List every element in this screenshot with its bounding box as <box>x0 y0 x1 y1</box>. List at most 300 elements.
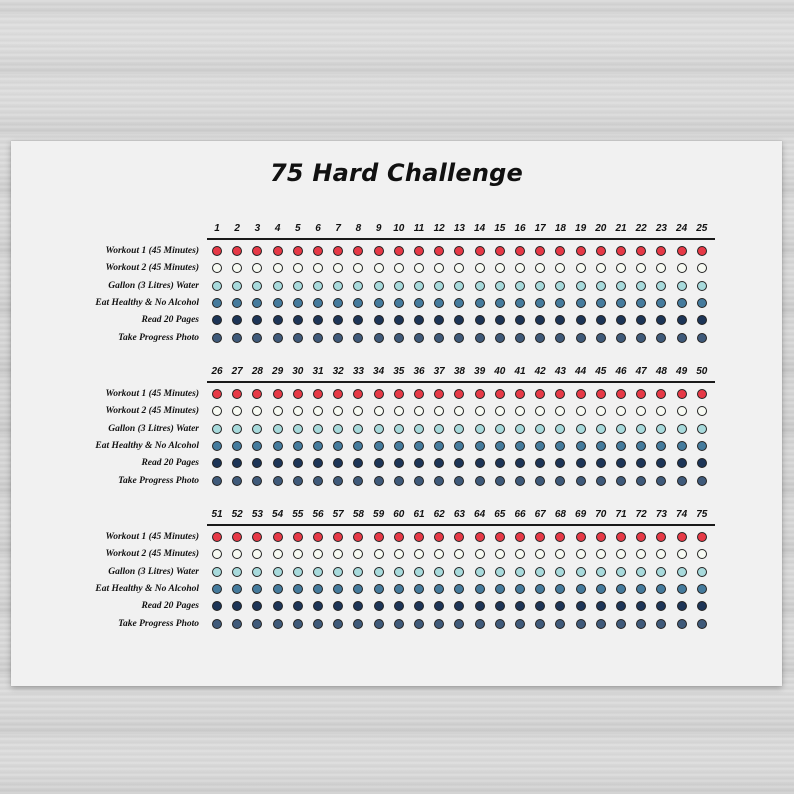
day-checkbox[interactable] <box>616 333 626 343</box>
day-checkbox[interactable] <box>636 333 646 343</box>
day-checkbox[interactable] <box>232 281 242 291</box>
day-checkbox[interactable] <box>576 441 586 451</box>
day-checkbox[interactable] <box>374 333 384 343</box>
day-checkbox[interactable] <box>576 263 586 273</box>
day-checkbox[interactable] <box>656 424 666 434</box>
day-checkbox[interactable] <box>394 263 404 273</box>
day-checkbox[interactable] <box>293 263 303 273</box>
day-checkbox[interactable] <box>333 246 343 256</box>
day-checkbox[interactable] <box>475 315 485 325</box>
day-checkbox[interactable] <box>232 441 242 451</box>
day-checkbox[interactable] <box>333 315 343 325</box>
day-checkbox[interactable] <box>535 281 545 291</box>
day-checkbox[interactable] <box>273 549 283 559</box>
day-checkbox[interactable] <box>434 567 444 577</box>
day-checkbox[interactable] <box>232 298 242 308</box>
day-checkbox[interactable] <box>475 619 485 629</box>
day-checkbox[interactable] <box>535 424 545 434</box>
day-checkbox[interactable] <box>333 298 343 308</box>
day-checkbox[interactable] <box>636 246 646 256</box>
day-checkbox[interactable] <box>515 584 525 594</box>
day-checkbox[interactable] <box>394 333 404 343</box>
day-checkbox[interactable] <box>596 619 606 629</box>
day-checkbox[interactable] <box>394 298 404 308</box>
day-checkbox[interactable] <box>252 601 262 611</box>
day-checkbox[interactable] <box>697 263 707 273</box>
day-checkbox[interactable] <box>475 333 485 343</box>
day-checkbox[interactable] <box>515 424 525 434</box>
day-checkbox[interactable] <box>596 315 606 325</box>
day-checkbox[interactable] <box>232 406 242 416</box>
day-checkbox[interactable] <box>353 424 363 434</box>
day-checkbox[interactable] <box>596 246 606 256</box>
day-checkbox[interactable] <box>596 532 606 542</box>
day-checkbox[interactable] <box>273 406 283 416</box>
day-checkbox[interactable] <box>293 441 303 451</box>
day-checkbox[interactable] <box>252 389 262 399</box>
day-checkbox[interactable] <box>232 619 242 629</box>
day-checkbox[interactable] <box>333 567 343 577</box>
day-checkbox[interactable] <box>677 441 687 451</box>
day-checkbox[interactable] <box>677 619 687 629</box>
day-checkbox[interactable] <box>656 584 666 594</box>
day-checkbox[interactable] <box>394 619 404 629</box>
day-checkbox[interactable] <box>576 619 586 629</box>
day-checkbox[interactable] <box>555 246 565 256</box>
day-checkbox[interactable] <box>414 584 424 594</box>
day-checkbox[interactable] <box>475 584 485 594</box>
day-checkbox[interactable] <box>636 406 646 416</box>
day-checkbox[interactable] <box>273 315 283 325</box>
day-checkbox[interactable] <box>394 246 404 256</box>
day-checkbox[interactable] <box>636 441 646 451</box>
day-checkbox[interactable] <box>313 315 323 325</box>
day-checkbox[interactable] <box>353 476 363 486</box>
day-checkbox[interactable] <box>616 263 626 273</box>
day-checkbox[interactable] <box>434 389 444 399</box>
day-checkbox[interactable] <box>414 315 424 325</box>
day-checkbox[interactable] <box>353 458 363 468</box>
day-checkbox[interactable] <box>535 532 545 542</box>
day-checkbox[interactable] <box>232 246 242 256</box>
day-checkbox[interactable] <box>697 246 707 256</box>
day-checkbox[interactable] <box>596 567 606 577</box>
day-checkbox[interactable] <box>596 298 606 308</box>
day-checkbox[interactable] <box>576 315 586 325</box>
day-checkbox[interactable] <box>555 424 565 434</box>
day-checkbox[interactable] <box>374 424 384 434</box>
day-checkbox[interactable] <box>656 601 666 611</box>
day-checkbox[interactable] <box>677 532 687 542</box>
day-checkbox[interactable] <box>313 458 323 468</box>
day-checkbox[interactable] <box>414 298 424 308</box>
day-checkbox[interactable] <box>616 298 626 308</box>
day-checkbox[interactable] <box>293 298 303 308</box>
day-checkbox[interactable] <box>475 458 485 468</box>
day-checkbox[interactable] <box>293 549 303 559</box>
day-checkbox[interactable] <box>677 315 687 325</box>
day-checkbox[interactable] <box>212 532 222 542</box>
day-checkbox[interactable] <box>535 406 545 416</box>
day-checkbox[interactable] <box>212 298 222 308</box>
day-checkbox[interactable] <box>576 458 586 468</box>
day-checkbox[interactable] <box>475 389 485 399</box>
day-checkbox[interactable] <box>333 406 343 416</box>
day-checkbox[interactable] <box>495 458 505 468</box>
day-checkbox[interactable] <box>656 549 666 559</box>
day-checkbox[interactable] <box>616 281 626 291</box>
day-checkbox[interactable] <box>394 389 404 399</box>
day-checkbox[interactable] <box>697 424 707 434</box>
day-checkbox[interactable] <box>232 458 242 468</box>
day-checkbox[interactable] <box>293 424 303 434</box>
day-checkbox[interactable] <box>313 389 323 399</box>
day-checkbox[interactable] <box>313 549 323 559</box>
day-checkbox[interactable] <box>697 619 707 629</box>
day-checkbox[interactable] <box>232 584 242 594</box>
day-checkbox[interactable] <box>353 246 363 256</box>
day-checkbox[interactable] <box>434 441 444 451</box>
day-checkbox[interactable] <box>374 532 384 542</box>
day-checkbox[interactable] <box>475 263 485 273</box>
day-checkbox[interactable] <box>293 458 303 468</box>
day-checkbox[interactable] <box>394 584 404 594</box>
day-checkbox[interactable] <box>273 567 283 577</box>
day-checkbox[interactable] <box>252 532 262 542</box>
day-checkbox[interactable] <box>212 549 222 559</box>
day-checkbox[interactable] <box>252 549 262 559</box>
day-checkbox[interactable] <box>212 567 222 577</box>
day-checkbox[interactable] <box>495 298 505 308</box>
day-checkbox[interactable] <box>212 601 222 611</box>
day-checkbox[interactable] <box>555 567 565 577</box>
day-checkbox[interactable] <box>353 389 363 399</box>
day-checkbox[interactable] <box>212 246 222 256</box>
day-checkbox[interactable] <box>596 601 606 611</box>
day-checkbox[interactable] <box>535 298 545 308</box>
day-checkbox[interactable] <box>515 246 525 256</box>
day-checkbox[interactable] <box>656 246 666 256</box>
day-checkbox[interactable] <box>333 333 343 343</box>
day-checkbox[interactable] <box>252 246 262 256</box>
day-checkbox[interactable] <box>333 441 343 451</box>
day-checkbox[interactable] <box>212 281 222 291</box>
day-checkbox[interactable] <box>273 246 283 256</box>
day-checkbox[interactable] <box>656 406 666 416</box>
day-checkbox[interactable] <box>273 601 283 611</box>
day-checkbox[interactable] <box>353 549 363 559</box>
day-checkbox[interactable] <box>475 298 485 308</box>
day-checkbox[interactable] <box>374 246 384 256</box>
day-checkbox[interactable] <box>616 389 626 399</box>
day-checkbox[interactable] <box>374 549 384 559</box>
day-checkbox[interactable] <box>293 567 303 577</box>
day-checkbox[interactable] <box>333 549 343 559</box>
day-checkbox[interactable] <box>677 584 687 594</box>
day-checkbox[interactable] <box>293 532 303 542</box>
day-checkbox[interactable] <box>353 298 363 308</box>
day-checkbox[interactable] <box>697 584 707 594</box>
day-checkbox[interactable] <box>454 315 464 325</box>
day-checkbox[interactable] <box>677 406 687 416</box>
day-checkbox[interactable] <box>454 246 464 256</box>
day-checkbox[interactable] <box>273 263 283 273</box>
day-checkbox[interactable] <box>636 263 646 273</box>
day-checkbox[interactable] <box>677 424 687 434</box>
day-checkbox[interactable] <box>353 281 363 291</box>
day-checkbox[interactable] <box>636 567 646 577</box>
day-checkbox[interactable] <box>596 549 606 559</box>
day-checkbox[interactable] <box>596 476 606 486</box>
day-checkbox[interactable] <box>515 263 525 273</box>
day-checkbox[interactable] <box>293 601 303 611</box>
day-checkbox[interactable] <box>313 532 323 542</box>
day-checkbox[interactable] <box>313 601 323 611</box>
day-checkbox[interactable] <box>515 619 525 629</box>
day-checkbox[interactable] <box>333 584 343 594</box>
day-checkbox[interactable] <box>636 584 646 594</box>
day-checkbox[interactable] <box>576 406 586 416</box>
day-checkbox[interactable] <box>434 601 444 611</box>
day-checkbox[interactable] <box>333 458 343 468</box>
day-checkbox[interactable] <box>313 424 323 434</box>
day-checkbox[interactable] <box>535 549 545 559</box>
day-checkbox[interactable] <box>616 567 626 577</box>
day-checkbox[interactable] <box>596 406 606 416</box>
day-checkbox[interactable] <box>656 567 666 577</box>
day-checkbox[interactable] <box>353 619 363 629</box>
day-checkbox[interactable] <box>414 567 424 577</box>
day-checkbox[interactable] <box>414 601 424 611</box>
day-checkbox[interactable] <box>535 476 545 486</box>
day-checkbox[interactable] <box>576 298 586 308</box>
day-checkbox[interactable] <box>515 458 525 468</box>
day-checkbox[interactable] <box>252 476 262 486</box>
day-checkbox[interactable] <box>475 406 485 416</box>
day-checkbox[interactable] <box>697 441 707 451</box>
day-checkbox[interactable] <box>515 406 525 416</box>
day-checkbox[interactable] <box>353 263 363 273</box>
day-checkbox[interactable] <box>293 315 303 325</box>
day-checkbox[interactable] <box>555 298 565 308</box>
day-checkbox[interactable] <box>616 441 626 451</box>
day-checkbox[interactable] <box>434 333 444 343</box>
day-checkbox[interactable] <box>616 619 626 629</box>
day-checkbox[interactable] <box>273 458 283 468</box>
day-checkbox[interactable] <box>313 298 323 308</box>
day-checkbox[interactable] <box>495 406 505 416</box>
day-checkbox[interactable] <box>313 476 323 486</box>
day-checkbox[interactable] <box>374 584 384 594</box>
day-checkbox[interactable] <box>576 532 586 542</box>
day-checkbox[interactable] <box>252 315 262 325</box>
day-checkbox[interactable] <box>212 424 222 434</box>
day-checkbox[interactable] <box>555 281 565 291</box>
day-checkbox[interactable] <box>495 567 505 577</box>
day-checkbox[interactable] <box>374 315 384 325</box>
day-checkbox[interactable] <box>656 281 666 291</box>
day-checkbox[interactable] <box>576 389 586 399</box>
day-checkbox[interactable] <box>212 476 222 486</box>
day-checkbox[interactable] <box>515 281 525 291</box>
day-checkbox[interactable] <box>656 441 666 451</box>
day-checkbox[interactable] <box>515 441 525 451</box>
day-checkbox[interactable] <box>475 532 485 542</box>
day-checkbox[interactable] <box>535 246 545 256</box>
day-checkbox[interactable] <box>495 619 505 629</box>
day-checkbox[interactable] <box>394 601 404 611</box>
day-checkbox[interactable] <box>414 476 424 486</box>
day-checkbox[interactable] <box>677 549 687 559</box>
day-checkbox[interactable] <box>555 619 565 629</box>
day-checkbox[interactable] <box>353 441 363 451</box>
day-checkbox[interactable] <box>394 549 404 559</box>
day-checkbox[interactable] <box>555 458 565 468</box>
day-checkbox[interactable] <box>697 298 707 308</box>
day-checkbox[interactable] <box>454 298 464 308</box>
day-checkbox[interactable] <box>596 333 606 343</box>
day-checkbox[interactable] <box>252 584 262 594</box>
day-checkbox[interactable] <box>232 315 242 325</box>
day-checkbox[interactable] <box>535 389 545 399</box>
day-checkbox[interactable] <box>636 389 646 399</box>
day-checkbox[interactable] <box>252 333 262 343</box>
day-checkbox[interactable] <box>434 619 444 629</box>
day-checkbox[interactable] <box>414 406 424 416</box>
day-checkbox[interactable] <box>636 281 646 291</box>
day-checkbox[interactable] <box>656 476 666 486</box>
day-checkbox[interactable] <box>394 441 404 451</box>
day-checkbox[interactable] <box>515 567 525 577</box>
day-checkbox[interactable] <box>576 584 586 594</box>
day-checkbox[interactable] <box>293 584 303 594</box>
day-checkbox[interactable] <box>374 619 384 629</box>
day-checkbox[interactable] <box>374 567 384 577</box>
day-checkbox[interactable] <box>394 476 404 486</box>
day-checkbox[interactable] <box>555 549 565 559</box>
day-checkbox[interactable] <box>495 333 505 343</box>
day-checkbox[interactable] <box>454 406 464 416</box>
day-checkbox[interactable] <box>697 601 707 611</box>
day-checkbox[interactable] <box>434 281 444 291</box>
day-checkbox[interactable] <box>515 333 525 343</box>
day-checkbox[interactable] <box>454 424 464 434</box>
day-checkbox[interactable] <box>434 315 444 325</box>
day-checkbox[interactable] <box>576 601 586 611</box>
day-checkbox[interactable] <box>273 298 283 308</box>
day-checkbox[interactable] <box>454 532 464 542</box>
day-checkbox[interactable] <box>434 476 444 486</box>
day-checkbox[interactable] <box>434 458 444 468</box>
day-checkbox[interactable] <box>414 532 424 542</box>
day-checkbox[interactable] <box>293 246 303 256</box>
day-checkbox[interactable] <box>293 281 303 291</box>
day-checkbox[interactable] <box>555 441 565 451</box>
day-checkbox[interactable] <box>232 567 242 577</box>
day-checkbox[interactable] <box>212 619 222 629</box>
day-checkbox[interactable] <box>273 441 283 451</box>
day-checkbox[interactable] <box>374 298 384 308</box>
day-checkbox[interactable] <box>555 584 565 594</box>
day-checkbox[interactable] <box>596 584 606 594</box>
day-checkbox[interactable] <box>374 281 384 291</box>
day-checkbox[interactable] <box>353 567 363 577</box>
day-checkbox[interactable] <box>475 567 485 577</box>
day-checkbox[interactable] <box>293 333 303 343</box>
day-checkbox[interactable] <box>273 389 283 399</box>
day-checkbox[interactable] <box>697 476 707 486</box>
day-checkbox[interactable] <box>333 476 343 486</box>
day-checkbox[interactable] <box>576 476 586 486</box>
day-checkbox[interactable] <box>596 458 606 468</box>
day-checkbox[interactable] <box>293 476 303 486</box>
day-checkbox[interactable] <box>555 315 565 325</box>
day-checkbox[interactable] <box>394 281 404 291</box>
day-checkbox[interactable] <box>495 532 505 542</box>
day-checkbox[interactable] <box>212 315 222 325</box>
day-checkbox[interactable] <box>677 567 687 577</box>
day-checkbox[interactable] <box>576 333 586 343</box>
day-checkbox[interactable] <box>353 532 363 542</box>
day-checkbox[interactable] <box>535 315 545 325</box>
day-checkbox[interactable] <box>273 424 283 434</box>
day-checkbox[interactable] <box>353 333 363 343</box>
day-checkbox[interactable] <box>656 532 666 542</box>
day-checkbox[interactable] <box>576 424 586 434</box>
day-checkbox[interactable] <box>454 281 464 291</box>
day-checkbox[interactable] <box>616 601 626 611</box>
day-checkbox[interactable] <box>374 441 384 451</box>
day-checkbox[interactable] <box>414 281 424 291</box>
day-checkbox[interactable] <box>495 263 505 273</box>
day-checkbox[interactable] <box>212 584 222 594</box>
day-checkbox[interactable] <box>252 424 262 434</box>
day-checkbox[interactable] <box>555 263 565 273</box>
day-checkbox[interactable] <box>555 333 565 343</box>
day-checkbox[interactable] <box>535 263 545 273</box>
day-checkbox[interactable] <box>454 567 464 577</box>
day-checkbox[interactable] <box>252 567 262 577</box>
day-checkbox[interactable] <box>293 406 303 416</box>
day-checkbox[interactable] <box>273 619 283 629</box>
day-checkbox[interactable] <box>475 246 485 256</box>
day-checkbox[interactable] <box>616 315 626 325</box>
day-checkbox[interactable] <box>616 476 626 486</box>
day-checkbox[interactable] <box>535 333 545 343</box>
day-checkbox[interactable] <box>313 246 323 256</box>
day-checkbox[interactable] <box>535 619 545 629</box>
day-checkbox[interactable] <box>656 315 666 325</box>
day-checkbox[interactable] <box>434 406 444 416</box>
day-checkbox[interactable] <box>555 601 565 611</box>
day-checkbox[interactable] <box>273 333 283 343</box>
day-checkbox[interactable] <box>273 476 283 486</box>
day-checkbox[interactable] <box>515 601 525 611</box>
day-checkbox[interactable] <box>475 476 485 486</box>
day-checkbox[interactable] <box>454 333 464 343</box>
day-checkbox[interactable] <box>252 281 262 291</box>
day-checkbox[interactable] <box>616 458 626 468</box>
day-checkbox[interactable] <box>475 424 485 434</box>
day-checkbox[interactable] <box>414 263 424 273</box>
day-checkbox[interactable] <box>414 246 424 256</box>
day-checkbox[interactable] <box>454 389 464 399</box>
day-checkbox[interactable] <box>313 281 323 291</box>
day-checkbox[interactable] <box>313 333 323 343</box>
day-checkbox[interactable] <box>333 424 343 434</box>
day-checkbox[interactable] <box>535 584 545 594</box>
day-checkbox[interactable] <box>515 298 525 308</box>
